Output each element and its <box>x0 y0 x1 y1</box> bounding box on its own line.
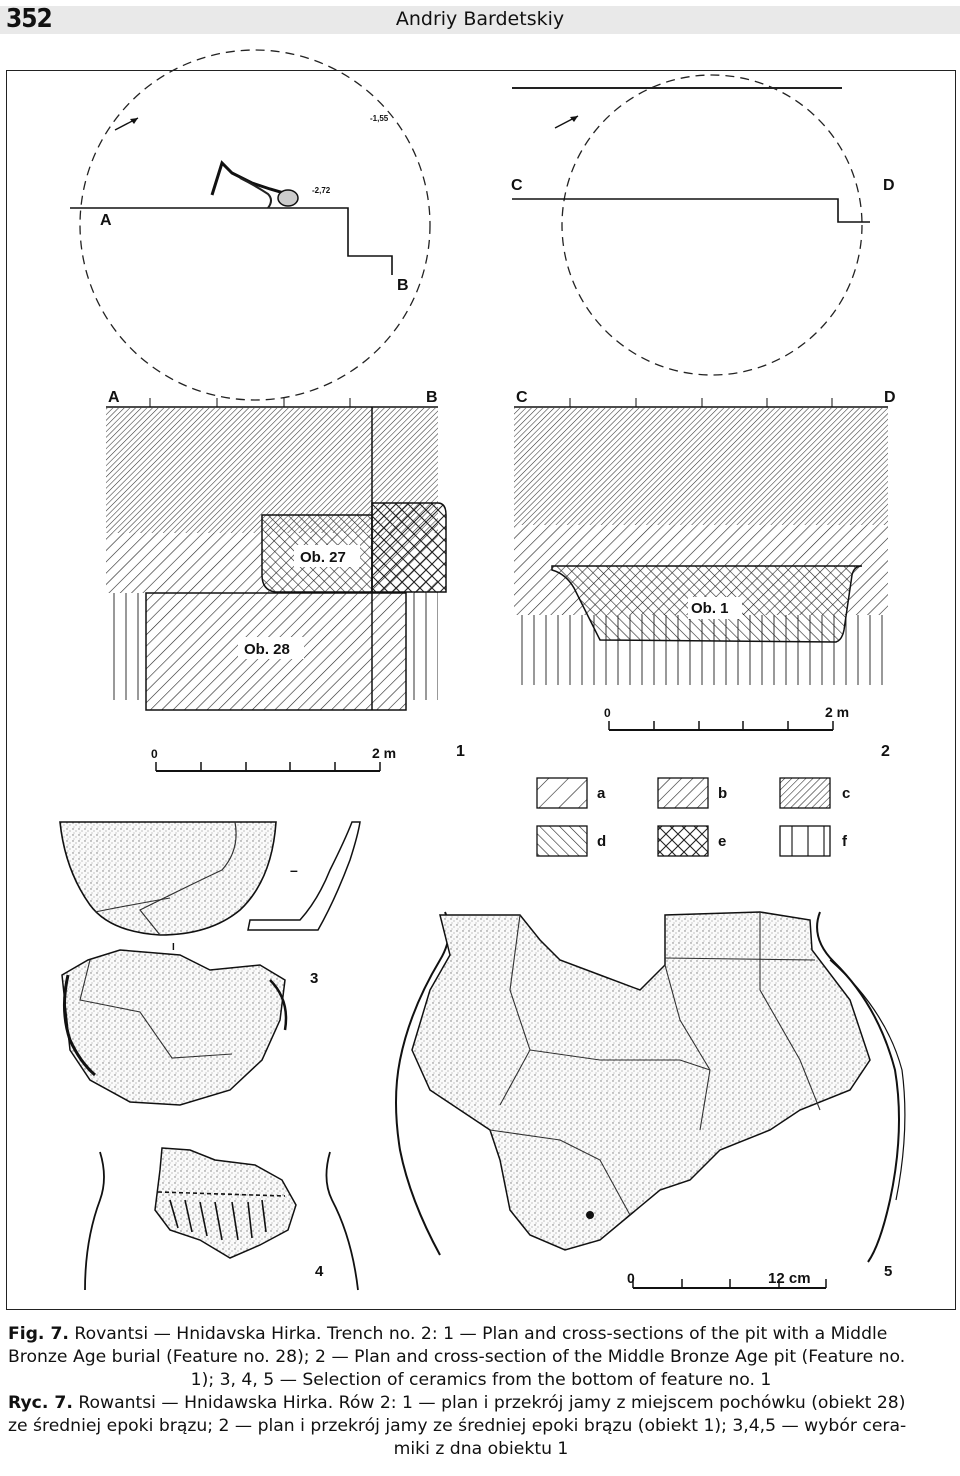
panel-number-1: 1 <box>456 743 465 760</box>
plan1-label-a: A <box>100 212 112 229</box>
feature-1-label: Ob. 1 <box>691 600 729 617</box>
legend-swatch-b <box>658 778 708 808</box>
ceramic-4 <box>85 1148 358 1290</box>
plan2-label-c: C <box>511 177 523 194</box>
legend-label-d: d <box>597 833 607 850</box>
ceramic-dash: – <box>290 862 298 878</box>
legend-label-b: b <box>718 785 728 802</box>
caption-polish-prefix: Ryc. 7. <box>8 1393 73 1413</box>
section2-scale-bar <box>604 704 849 730</box>
caption-polish-line-2: ze średniej epoki brązu; 2 — plan i przekrój jamy ze średniej epoki brązu (obiekt 1); 3,4,5 — wybór cera- <box>8 1416 907 1436</box>
figure-caption <box>8 1323 954 1461</box>
caption-polish-text-1: Rowantsi — Hnidawska Hirka. Rów 2: 1 — plan i przekrój jamy z miejscem pochówku (obiekt 28) <box>72 1393 906 1413</box>
section2-scale-start: 0 <box>604 706 611 720</box>
vessel-hole-icon <box>586 1211 594 1219</box>
legend-label-e: e <box>718 833 727 850</box>
ceramic-scale-bar <box>627 1270 826 1288</box>
caption-english-prefix: Fig. 7. <box>8 1324 69 1344</box>
plan2-label-d: D <box>883 177 895 194</box>
section2-label-c: C <box>516 389 528 406</box>
section1-label-a: A <box>108 389 120 406</box>
legend-swatch-e <box>658 826 708 856</box>
depth-mid: -2,72 <box>312 186 331 195</box>
ceramic-scale-end: 12 cm <box>768 1270 811 1287</box>
panel-number-4: 4 <box>315 1263 324 1280</box>
legend-label-a: a <box>597 785 606 802</box>
legend-label-c: c <box>842 785 851 802</box>
caption-polish-line-1 <box>8 1392 954 1415</box>
ceramic-3 <box>62 950 318 1105</box>
section1-label-b: B <box>426 389 438 406</box>
caption-english-line-3: 1); 3, 4, 5 — Selection of ceramics from the bottom of feature no. 1 <box>190 1370 772 1390</box>
legend <box>537 778 850 856</box>
section1-scale-end: 2 m <box>372 745 397 761</box>
skeleton-icon <box>212 163 298 208</box>
panel-number-2: 2 <box>881 743 890 760</box>
section-2 <box>514 389 896 760</box>
plan1-label-b: B <box>397 277 409 294</box>
caption-english-text-1: Rovantsi — Hnidavska Hirka. Trench no. 2: 1 — Plan and cross-sections of the pit with a Middle <box>68 1324 888 1344</box>
section1-scale-start: 0 <box>151 747 158 761</box>
legend-label-f: f <box>842 833 847 850</box>
section-1 <box>106 389 465 771</box>
legend-swatch-f <box>780 826 830 856</box>
page-number: 352 <box>6 4 52 34</box>
feature-28-label: Ob. 28 <box>244 641 290 658</box>
ceramic-bowl <box>60 822 360 953</box>
depth-top: -1,55 <box>370 114 389 123</box>
section2-scale-end: 2 m <box>825 704 850 720</box>
legend-swatch-d <box>537 826 587 856</box>
section2-label-d: D <box>884 389 896 406</box>
ceramic-tick: I <box>172 942 175 953</box>
ceramic-scale-start: 0 <box>627 1270 635 1286</box>
ceramic-5 <box>396 912 905 1288</box>
caption-english-line-2: Bronze Age burial (Feature no. 28); 2 — Plan and cross-section of the Middle Bronze Age pit (Feature no. <box>8 1347 906 1367</box>
caption-english-line-1 <box>8 1323 954 1346</box>
plan-2 <box>511 75 895 375</box>
caption-polish-line-3: miki z dna obiektu 1 <box>393 1439 569 1459</box>
legend-swatch-a <box>537 778 587 808</box>
feature-27-label: Ob. 27 <box>300 549 346 566</box>
section1-scale-bar <box>151 745 396 771</box>
legend-swatch-c <box>780 778 830 808</box>
running-author: Andriy Bardetskiy <box>395 8 565 30</box>
panel-number-5: 5 <box>884 1263 893 1280</box>
panel-number-3: 3 <box>310 970 319 987</box>
plan-1 <box>70 50 430 400</box>
